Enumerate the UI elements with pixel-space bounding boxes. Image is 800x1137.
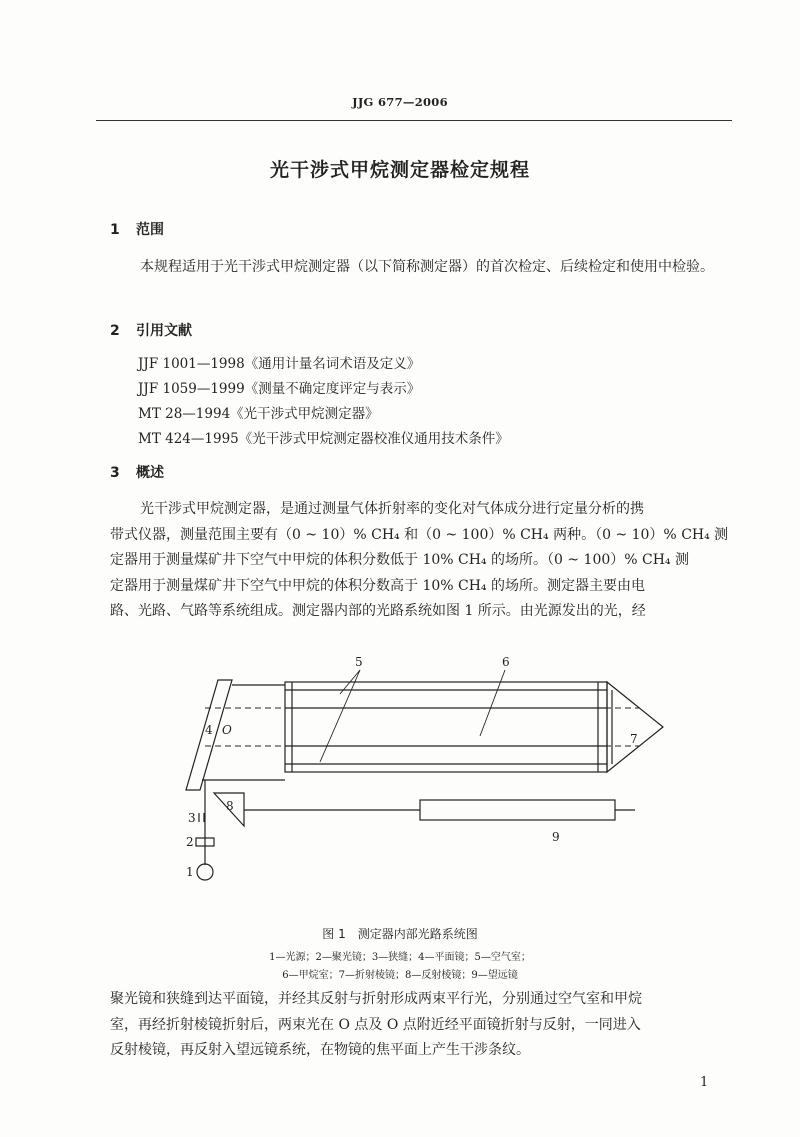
optical-path-diagram [0, 650, 800, 910]
label-1: 1 [186, 865, 194, 879]
paragraph-line: 反射棱镜，再反射入望远镜系统，在物镜的焦平面上产生干涉条纹。 [110, 1042, 530, 1058]
paragraph-line: 定器用于测量煤矿井下空气中甲烷的体积分数低于 10% CH₄ 的场所。（0 ~ 100）% CH₄ 测 [110, 552, 689, 568]
refraction-prism-shape [607, 682, 663, 772]
section-3-continued [110, 987, 730, 1064]
header-rule [96, 120, 732, 121]
label-6: 6 [502, 655, 510, 669]
section-title: 范围 [136, 222, 164, 238]
section-title: 引用文献 [136, 323, 192, 339]
reference-item: MT 424—1995《光干涉式甲烷测定器校准仪通用技术条件》 [138, 431, 509, 447]
page-number: 1 [700, 1075, 709, 1090]
leader-line-5 [320, 670, 360, 762]
page-title: 光干涉式甲烷测定器检定规程 [269, 159, 530, 181]
label-4: 4 [205, 723, 213, 737]
paragraph-line: 路、光路、气路等系统组成。测定器内部的光路系统如图 1 所示。由光源发出的光，经 [110, 603, 646, 619]
section-1-paragraph [110, 255, 730, 281]
label-o: O [222, 723, 232, 737]
section-title: 概述 [136, 465, 164, 481]
paragraph-text: 本规程适用于光干涉式甲烷测定器（以下简称测定器）的首次检定、后续检定和使用中检验。 [140, 259, 714, 275]
light-source-shape [197, 864, 213, 880]
paragraph-line: 光干涉式甲烷测定器，是通过测量气体折射率的变化对气体成分进行定量分析的携 [140, 501, 644, 517]
section-3-paragraph [110, 497, 730, 625]
figure-legend-line: 6—甲烷室；7—折射棱镜；8—反射棱镜；9—望远镜 [282, 970, 518, 981]
paragraph-line: 聚光镜和狭缝到达平面镜，并经其反射与折射形成两束平行光，分别通过空气室和甲烷 [110, 991, 642, 1007]
standard-code: JJG 677—2006 [352, 95, 448, 109]
section-3-heading [110, 462, 164, 482]
section-number: 3 [110, 465, 120, 481]
telescope-shape [420, 800, 615, 820]
label-9: 9 [552, 830, 560, 844]
section-number: 2 [110, 323, 120, 339]
reference-item: MT 28—1994《光干涉式甲烷测定器》 [138, 406, 379, 422]
label-5: 5 [355, 655, 363, 669]
leader-line-6 [480, 670, 505, 736]
label-8: 8 [226, 799, 234, 813]
paragraph-line: 带式仪器，测量范围主要有（0 ~ 10）% CH₄ 和（0 ~ 100）% CH₄ 两种。（0 ~ 10）% CH₄ 测 [110, 526, 729, 543]
chamber-outline [285, 682, 607, 772]
figure-caption: 图 1 测定器内部光路系统图 [322, 927, 478, 941]
figure-legend-line: 1—光源；2—聚光镜；3—狭缝；4—平面镜；5—空气室； [269, 952, 531, 963]
label-2: 2 [186, 835, 194, 849]
reference-item: JJF 1059—1999《测量不确定度评定与表示》 [138, 381, 421, 397]
label-7: 7 [630, 732, 638, 746]
reference-item: JJF 1001—1998《通用计量名词术语及定义》 [138, 356, 421, 372]
section-1-heading [110, 219, 164, 239]
label-3: 3 [188, 811, 196, 825]
section-2-heading [110, 320, 192, 340]
paragraph-line: 定器用于测量煤矿井下空气中甲烷的体积分数高于 10% CH₄ 的场所。测定器主要由电 [110, 577, 645, 594]
section-number: 1 [110, 222, 120, 238]
paragraph-line: 室，再经折射棱镜折射后，两束光在 O 点及 O 点附近经平面镜折射与反射，一同进入 [110, 1016, 641, 1033]
